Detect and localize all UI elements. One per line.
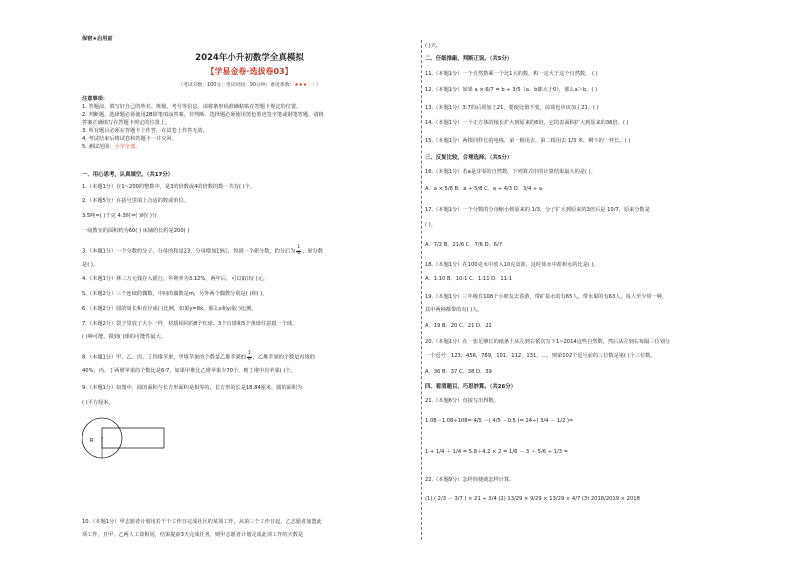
secret-mark: 保密★启用前 [82,36,113,42]
option-line: A．19 B．20 C．21 D．22 [425,323,492,329]
exam-meta [82,82,417,89]
question-line: ( )。 [425,222,436,228]
question-line: 9.（本题1分）如图中，圆的面积与长方形面积是相等的，长方形的长是18.84厘米，圆的面积为 [82,385,303,391]
question-line: ( )平方厘米。 [82,400,114,406]
section-heading: 二、仔细推敲，判断正误。（共5分） [425,56,513,62]
difficulty-stars-on: ★★★ [294,83,308,88]
question-line: 项工作，且甲、乙两人工效相同，结果提前3天完成任务，则甲志愿者计划完成此项工作的天数是 [82,532,304,538]
question-line [82,352,315,362]
question-line: 22.（本题9分）怎样简便就怎样计算。 [425,477,515,483]
question-line: 15.（本题1分）两根同样长的电线，第一根用去，第二根用去 1/3 米，剩下的一样长。( ) [425,138,631,144]
math-line: 1 ÷ 1/4 ＋ 1/4 = 5.8＋4.2 × 2 = 1/6 － 3 ＋ 5/6 ÷ 1/3 = [425,449,569,455]
math-line: 1.08－1.08÷108= 4/5 －( 4/5 －0.5 )= 24÷( 3/4 － 1/2 )= [425,418,574,424]
meta-end: ） [315,83,321,88]
section-heading: 一、用心思考，认真填空。（共17分） [82,172,174,178]
question-line: 是( )。 [82,262,99,268]
question-line: 12.（本题1分）如果 a × 6/7 = b ÷ 3/5（a、b都大于0），那么a＞b。( ) [425,87,598,93]
note-item: 1. 答题前，填写好自己的姓名、班级、考号等信息，请将条形码准确粘贴在答题卡规定的位置。 [82,104,302,110]
option-line: A．7/2 B．21/6 C．7/6 D．6/7 [425,242,503,248]
question-line: 一个逗号：123，456，789，101，112，131，…，则第102个逗号前的三位数是第( )个三位数。 [425,353,656,359]
section-heading: 三、反复比较，合理选择。（共5分） [425,155,513,161]
question-line: 13.（本题1分）3:7的后项加上21，要使比值不变，前项也应该加上21。( ) [425,105,599,111]
section-heading: 四、看清题目，巧思妙算。（共26分） [425,384,517,390]
question-line [82,246,323,256]
notes-heading: 注意事项： [82,96,108,102]
math-line: (1) ( 2/3 － 3/7 ) × 21 ÷ 3/4 (2) 13/29 × 9/29 × 13/29 × 4/7 (3) 2018/2019 × 2018 [425,496,640,502]
option-line: A．1:10 B．10:1 C．1:11 D．11:1 [425,276,513,282]
option-line: A．36 B．37 C．38 D．39 [425,369,492,375]
option-line: A．a × 5/8 B．a ÷ 5/8 C．a ÷ 4/3 D．3/4 ÷ a [425,186,543,192]
scope-label: 5. 测试范围： [82,144,115,150]
question-line: 一间教室的面积约为60( ) 床铺的长约是200( ) [82,228,190,234]
question-line: 20.（本题1分）在一张足够长的纸条上从左到右依次写下1~2014这些自然数，然后从左到右每隔三位划分 [425,339,671,345]
rectangle-shape [102,428,164,448]
note-item: 2. 判断题、选择题必须使用2B铅笔填涂答案，非判断、选择题必须使用黑色墨迹签字笔或钢笔答题，请将 [82,112,324,118]
note-scope [82,144,141,151]
question-line: 11.（本题1分）一个自然数乘一个比1大的数，积一定大于这个自然数。 ( ) [425,71,598,77]
question-text: 3.（本题1分）一个分数的分子、分母的和是23，分母增加19后，得到一个新分数，约分后为 [82,248,296,255]
note-item: 4. 考试结束后将试卷和答题卡一并交回。 [82,136,177,142]
question-line: 3.5吨=( )千克 4.3时=( )时( )分 [82,213,158,219]
question-line: 16.（本题1分）若a是非零的自然数，下列算式中的计算结果最大的是( )。 [425,169,596,175]
question-text: 8.（本题1分）甲、乙、丙、丁四堆苹果，甲堆苹果的个数是乙堆苹果的 [82,354,246,361]
question-line: ( )种可能，摸到( )球的可能性最大。 [82,334,167,340]
question-line: 7.（本题2分）袋子里放了大小一样、材质相同的8个红球、3个白球和5个黄球任意摸一个球， [82,321,298,327]
page-title: 2024年小升初数学全真模拟 [195,53,304,63]
question-line: 6.（本题2分）圆的周长和直径成( )比例，如果y=8x，那么x和y成( )比例。 [82,306,257,312]
question-line: 19.（本题1分）三年级有108个小朋友去春游，带矿泉水的有65人，带水果的有63人，每人至少带一种， [425,294,668,300]
difficulty-stars-off: ☆☆ [307,83,316,88]
question-line: 1.（本题1分）在1~200的整数中，是3的倍数或4的倍数的数一共有( )个。 [82,184,255,190]
question-line: ( )天。 [425,43,442,49]
column-divider [421,40,422,540]
circle-rectangle-diagram [82,410,202,460]
question-line: 2.（本题5分）在括号里填上合适的数或单位。 [82,198,189,204]
fraction: $\frac{1}{6}$ [247,351,251,362]
question-line: 14.（本题1分）一个正方体的棱长扩大到原来的6倍，它的表面积扩大到原来的36倍。( ) [425,120,629,126]
question-line: 4.（本题1分）林三万元钱存入银行，年利率为3.12%，两年后，可以取出( )元。 [82,276,269,282]
question-line: 21.（本题6分）直接写出得数。 [425,398,499,404]
scope-value: 小学全部。 [114,144,141,150]
note-item: 3. 所有题目必须在答题卡上作答，在试卷上作答无效。 [82,128,208,134]
question-text-end: ，乙堆苹果的个数是丙堆的 [252,354,315,361]
question-line: 10.（本题1分）甲志愿者计划用若干个工作日完成社区的某项工作，从第三个工作日起，乙志愿者加盟此 [82,519,322,525]
question-line: 5.（本题2分）三个连续的偶数，中间的偶数是m，另外两个偶数分别是( )和( )。 [82,291,268,297]
radius-label: R [90,438,94,444]
note-item: 答案正确填写在答题卡规定的位置上。 [82,120,171,126]
fraction: $\frac{1}{6}$ [297,245,301,256]
question-line: 17.（本题1分）一个分数的分母缩小到原来的 1/3，分子扩大到原来的3倍后是 10/7，原来分数是 [425,207,650,213]
question-line: 其中两种都带的有( )人。 [425,307,483,313]
meta-text: （考试分数：100分；考试时间：90分钟；难度系数： [178,83,295,88]
question-line: 40%，丙、丁两堆苹果的个数比是6:7，如果甲堆比乙堆苹果少70个，则丁堆中有苹果( )个。 [82,368,296,374]
page-subtitle: 【学易金卷·选拔卷03】 [206,67,293,76]
question-line: 18.（本题1分）在100克水中放入10克食盐，这时盐水中盐和水的比是( )。 [425,262,599,268]
question-text-end: ，原分数 [302,248,323,255]
